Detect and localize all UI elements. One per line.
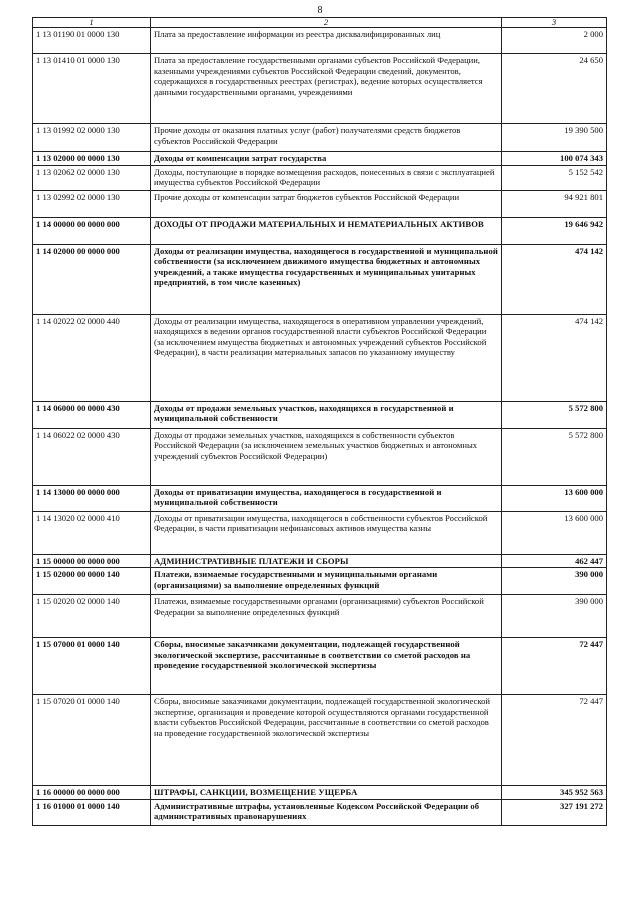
row-code: 1 13 01410 01 0000 130 [33, 54, 151, 124]
row-amount: 100 074 343 [502, 152, 607, 166]
row-name: Плата за предоставление информации из реестра дисквалифицированных лиц [151, 28, 502, 54]
row-code: 1 14 02000 00 0000 000 [33, 244, 151, 314]
revenue-table [32, 17, 607, 826]
row-amount: 5 572 800 [502, 428, 607, 485]
table-row [33, 165, 607, 190]
row-amount: 474 142 [502, 244, 607, 314]
column-header-name: 2 [151, 18, 502, 28]
table-row [33, 314, 607, 401]
row-code: 1 15 02000 00 0000 140 [33, 568, 151, 595]
row-code: 1 13 01992 02 0000 130 [33, 124, 151, 152]
row-name: Плата за предоставление государственными органами субъектов Российской Федерации, казенными учреждениями субъектов Российской Федерации сведений, документов, содержащихся в государственных реестрах (регистрах), ведение которых осуществляется данными государственными органами, учреждениями [151, 54, 502, 124]
row-amount: 19 390 500 [502, 124, 607, 152]
row-amount: 5 152 542 [502, 165, 607, 190]
row-amount: 390 000 [502, 595, 607, 638]
row-name: Доходы от реализации имущества, находящегося в оперативном управлении учреждений, находящихся в ведении органов государственной власти субъектов Российской Федерации (за исключением имущества бюджетных и автономных учреждений субъектов Российской Федерации), в части реализации материальных запасов по указанному имуществу [151, 314, 502, 401]
row-name: Доходы, поступающие в порядке возмещения расходов, понесенных в связи с эксплуатацией имущества субъектов Российской Федерации [151, 165, 502, 190]
row-name: Платежи, взимаемые государственными органами (организациями) субъектов Российской Федерации за выполнение определенных функций [151, 595, 502, 638]
table-row [33, 54, 607, 124]
row-amount: 2 000 [502, 28, 607, 54]
row-amount: 5 572 800 [502, 401, 607, 428]
table-row [33, 554, 607, 568]
table-row [33, 244, 607, 314]
row-amount: 327 191 272 [502, 799, 607, 825]
row-code: 1 14 06000 00 0000 430 [33, 401, 151, 428]
row-amount: 94 921 801 [502, 190, 607, 217]
row-amount: 13 600 000 [502, 485, 607, 511]
row-amount: 19 646 942 [502, 217, 607, 244]
table-body [33, 18, 607, 826]
row-name: Прочие доходы от оказания платных услуг (работ) получателями средств бюджетов субъектов Российской Федерации [151, 124, 502, 152]
row-code: 1 13 02992 02 0000 130 [33, 190, 151, 217]
row-code: 1 13 02000 00 0000 130 [33, 152, 151, 166]
row-code: 1 15 00000 00 0000 000 [33, 554, 151, 568]
table-row [33, 799, 607, 825]
row-name: Административные штрафы, установленные Кодексом Российской Федерации об административных правонарушениях [151, 799, 502, 825]
row-code: 1 13 02062 02 0000 130 [33, 165, 151, 190]
row-code: 1 14 13020 02 0000 410 [33, 511, 151, 554]
row-name: АДМИНИСТРАТИВНЫЕ ПЛАТЕЖИ И СБОРЫ [151, 554, 502, 568]
row-code: 1 15 02020 02 0000 140 [33, 595, 151, 638]
row-code: 1 14 00000 00 0000 000 [33, 217, 151, 244]
table-row [33, 638, 607, 695]
table-row [33, 28, 607, 54]
row-code: 1 16 00000 00 0000 000 [33, 786, 151, 800]
table-row [33, 217, 607, 244]
row-amount: 13 600 000 [502, 511, 607, 554]
table-row [33, 786, 607, 800]
row-name: Доходы от компенсации затрат государства [151, 152, 502, 166]
row-amount: 462 447 [502, 554, 607, 568]
row-name: Прочие доходы от компенсации затрат бюджетов субъектов Российской Федерации [151, 190, 502, 217]
table-row [33, 595, 607, 638]
table-row [33, 511, 607, 554]
column-header-row [33, 18, 607, 28]
row-name: Доходы от приватизации имущества, находящегося в государственной и муниципальной собственности [151, 485, 502, 511]
row-code: 1 15 07000 01 0000 140 [33, 638, 151, 695]
row-code: 1 14 06022 02 0000 430 [33, 428, 151, 485]
row-code: 1 16 01000 01 0000 140 [33, 799, 151, 825]
table-row [33, 568, 607, 595]
table-row [33, 124, 607, 152]
row-amount: 345 952 563 [502, 786, 607, 800]
row-code: 1 14 13000 00 0000 000 [33, 485, 151, 511]
table-row [33, 401, 607, 428]
row-name: Доходы от приватизации имущества, находящегося в собственности субъектов Российской Федерации, в части приватизации нефинансовых активов имущества казны [151, 511, 502, 554]
table-row [33, 428, 607, 485]
row-amount: 72 447 [502, 638, 607, 695]
row-code: 1 13 01190 01 0000 130 [33, 28, 151, 54]
row-code: 1 14 02022 02 0000 440 [33, 314, 151, 401]
table-row [33, 695, 607, 786]
row-amount: 24 650 [502, 54, 607, 124]
table-row [33, 485, 607, 511]
row-amount: 72 447 [502, 695, 607, 786]
row-name: Сборы, вносимые заказчиками документации, подлежащей государственной экологической экспертизе, рассчитанные в соответствии со сметой расходов на проведение государственной экологической экспертизы [151, 638, 502, 695]
row-name: Доходы от продажи земельных участков, находящихся в государственной и муниципальной собственности [151, 401, 502, 428]
row-name: Доходы от продажи земельных участков, находящихся в собственности субъектов Российской Федерации (за исключением земельных участков бюджетных и автономных учреждений субъектов Российской Федерации) [151, 428, 502, 485]
row-name: Доходы от реализации имущества, находящегося в государственной и муниципальной собственности (за исключением движимого имущества бюджетных и автономных учреждений, а также имущества государственных и муниципальных унитарных предприятий, в том числе казенных) [151, 244, 502, 314]
table-row [33, 190, 607, 217]
row-name: ДОХОДЫ ОТ ПРОДАЖИ МАТЕРИАЛЬНЫХ И НЕМАТЕРИАЛЬНЫХ АКТИВОВ [151, 217, 502, 244]
page-number: 8 [317, 5, 323, 16]
row-code: 1 15 07020 01 0000 140 [33, 695, 151, 786]
table-row [33, 152, 607, 166]
row-name: ШТРАФЫ, САНКЦИИ, ВОЗМЕЩЕНИЕ УЩЕРБА [151, 786, 502, 800]
row-amount: 390 000 [502, 568, 607, 595]
row-name: Сборы, вносимые заказчиками документации, подлежащей государственной экологической экспертизе, организация и проведение которой осуществляются органами государственной власти субъектов Российской Федерации, рассчитанные в соответствии со сметой расходов на проведение государственной экологической экспертизы [151, 695, 502, 786]
row-name: Платежи, взимаемые государственными и муниципальными органами (организациями) за выполнение определенных функций [151, 568, 502, 595]
column-header-code: 1 [33, 18, 151, 28]
row-amount: 474 142 [502, 314, 607, 401]
column-header-amount: 3 [502, 18, 607, 28]
